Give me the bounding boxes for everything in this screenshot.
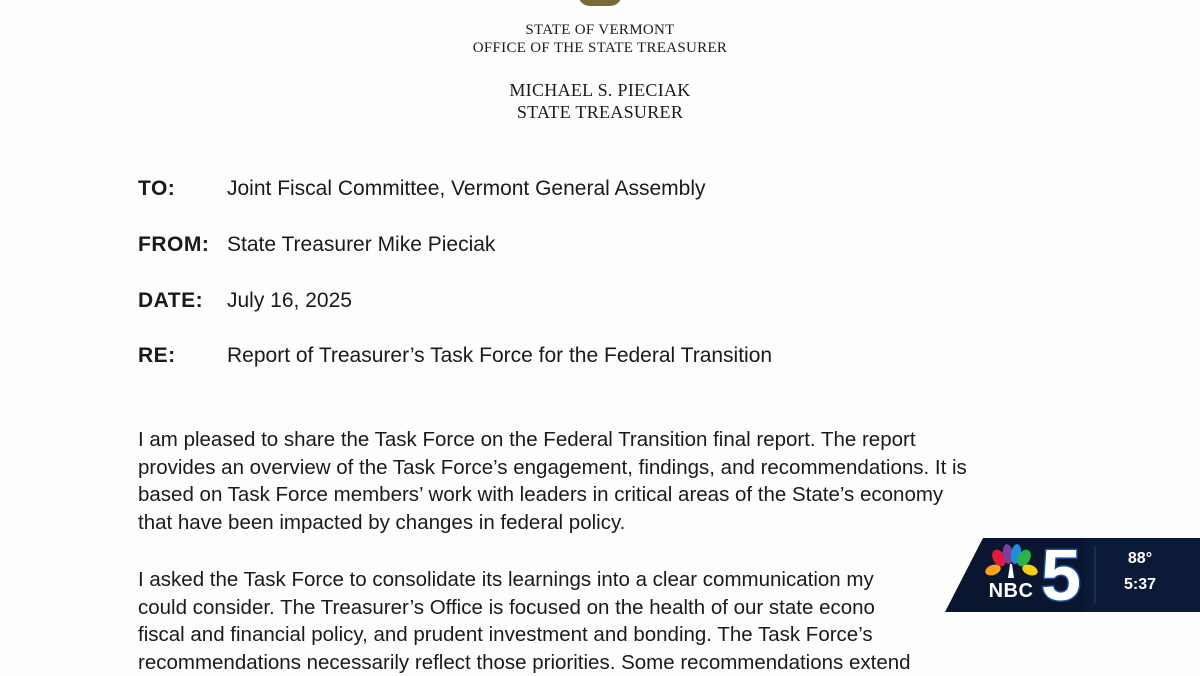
- letterhead-state: STATE OF VERMONT: [0, 22, 1200, 39]
- paragraph-line: fiscal and financial policy, and prudent investment and bonding. The Task Force’s: [138, 621, 911, 649]
- seal-fragment: [578, 0, 622, 6]
- station-bug: [945, 538, 1200, 612]
- paragraph-line: I asked the Task Force to consolidate its learnings into a clear communication my: [138, 566, 911, 594]
- letterhead-title: STATE TREASURER: [0, 102, 1200, 123]
- memo-to-label: TO:: [138, 177, 175, 201]
- time-readout: 5:37: [1105, 576, 1175, 594]
- memo-date-value: July 16, 2025: [227, 289, 352, 313]
- body-paragraph-2: [138, 566, 911, 676]
- paragraph-line: provides an overview of the Task Force’s engagement, findings, and recommendations. It is: [138, 454, 967, 482]
- nbc-wordmark: NBC: [982, 580, 1040, 603]
- memo-from-label: FROM:: [138, 233, 209, 257]
- channel-number-icon: [1039, 540, 1083, 608]
- letterhead-office: OFFICE OF THE STATE TREASURER: [0, 40, 1200, 57]
- memo-re-value: Report of Treasurer’s Task Force for the Federal Transition: [227, 344, 772, 368]
- channel-number: 5: [1041, 540, 1081, 608]
- paragraph-line: could consider. The Treasurer’s Office is focused on the health of our state econo: [138, 594, 911, 622]
- letterhead-name: MICHAEL S. PIECIAK: [0, 80, 1200, 101]
- memo-to-value: Joint Fiscal Committee, Vermont General Assembly: [227, 177, 706, 201]
- nbc-peacock-icon: [983, 544, 1039, 580]
- paragraph-line: recommendations necessarily reflect those priorities. Some recommendations extend: [138, 649, 911, 676]
- memo-date-label: DATE:: [138, 289, 203, 313]
- memo-re-label: RE:: [138, 344, 176, 368]
- paragraph-line: that have been impacted by changes in federal policy.: [138, 509, 967, 537]
- memo-from-value: State Treasurer Mike Pieciak: [227, 233, 495, 257]
- paragraph-line: I am pleased to share the Task Force on the Federal Transition final report. The report: [138, 426, 967, 454]
- paragraph-line: based on Task Force members’ work with leaders in critical areas of the State’s economy: [138, 481, 967, 509]
- temperature-readout: 88°: [1105, 550, 1175, 568]
- body-paragraph-1: [138, 426, 967, 536]
